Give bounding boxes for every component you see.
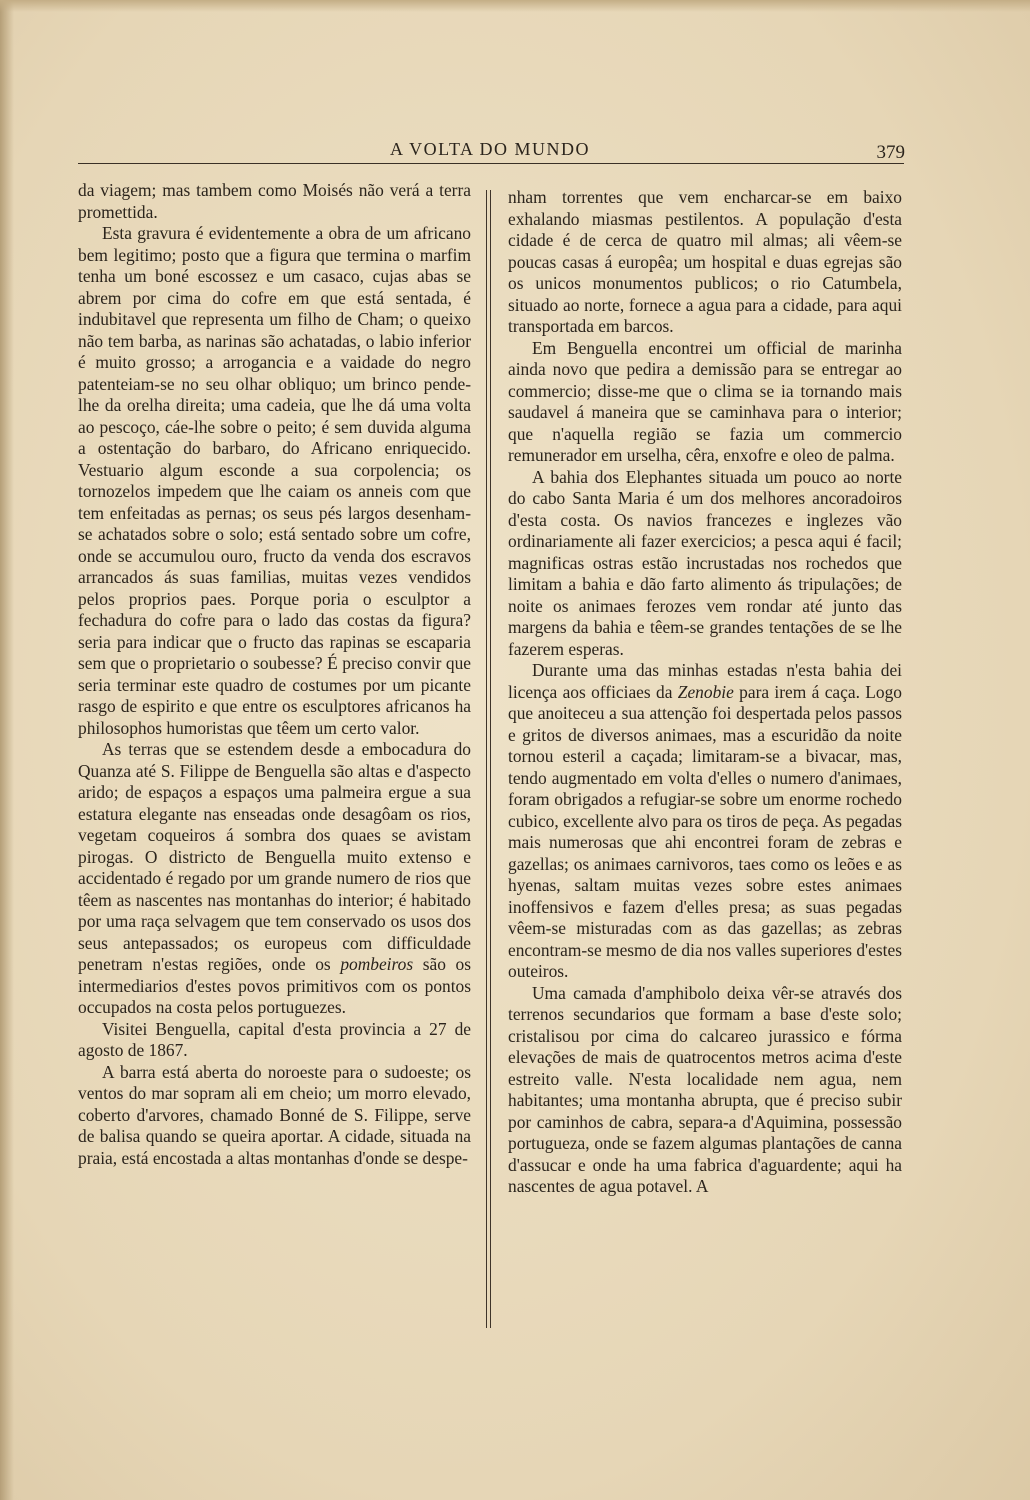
- paragraph: [508, 660, 902, 983]
- text-run: Durante uma das minhas estadas n'esta bahia dei licença aos officiaes da: [508, 660, 902, 702]
- left-column: [78, 180, 471, 1169]
- right-column: [508, 187, 902, 1198]
- page-edge-shadow: [0, 0, 14, 1500]
- paragraph: da viagem; mas tambem como Moisés não verá a terra promettida.: [78, 180, 471, 222]
- paragraph: Em Benguella encontrei um official de marinha ainda novo que pedira a demissão para se entregar ao commercio; disse-me que o clima se ia tornando mais saudavel á maneira que se caminhava para o interior; que n'aquella região se fazia um commercio remunerador em urselha, cêra, enxofre e oleo de palma.: [508, 337, 902, 465]
- italic-term: pombeiros: [340, 954, 414, 974]
- paragraph: [78, 739, 471, 1019]
- paragraph: Visitei Benguella, capital d'esta provincia a 27 de agosto de 1867.: [78, 1018, 471, 1060]
- paragraph: A barra está aberta do noroeste para o sudoeste; os ventos do mar sopram ali em cheio; um morro elevado, coberto d'arvores, chamado Bonné de S. Filippe, serve de balisa quando se queira aportar. A cidade, situada na praia, está encostada a altas montanhas d'onde se despe-: [78, 1061, 471, 1168]
- running-head: A VOLTA DO MUNDO: [389, 139, 591, 159]
- text-run: As terras que se estendem desde a embocadura do Quanza até S. Filippe de Benguella são altas e d'aspecto arido; de espaços a espaços uma palmeira ergue a sua estatura elegante nas enseadas onde desagôam os rios, vegetam coqueiros á sombra dos quaes se avistam pirogas. O districto de Benguella muito extenso e accidentado é regado por um grande numero de rios que têem as nascentes nas montanhas do interior; é habitado por uma raça selvagem que tem conservado os usos dos seus antepassados; os europeus com difficuldade penetram n'estas regiões, onde os: [78, 739, 471, 974]
- page-top-shadow: [0, 0, 1030, 12]
- paragraph: A bahia dos Elephantes situada um pouco ao norte do cabo Santa Maria é um dos melhores ancoradoiros d'esta costa. Os navios francezes e inglezes vão ordinariamente ali fazer exercicios; a pesca aqui é facil; magnificas ostras estão incrustadas nos rochedos que limitam a bahia e dão farto alimento ás tripulações; de noite os animaes ferozes vem rondar até junto das margens da bahia e têem-se grandes tentações de se lhe fazerem esperas.: [508, 466, 902, 659]
- paragraph: nham torrentes que vem encharcar-se em baixo exhalando miasmas pestilentos. A população d'esta cidade é de cerca de quatro mil almas; ali vêem-se poucas casas á europêa; um hospital e duas egrejas são os unicos monumentos publicos; o rio Catumbela, situado ao norte, fornece a agua para a cidade, para aqui transportada em barcos.: [508, 187, 902, 336]
- text-run: são os intermediarios d'estes povos primitivos com os pontos occupados na costa pelos portuguezes.: [78, 954, 471, 1017]
- header-rule: [78, 163, 904, 164]
- column-divider: [486, 190, 491, 1328]
- paragraph: Uma camada d'amphibolo deixa vêr-se através dos terrenos secundarios que formam a base d'este solo; cristalisou por cima do calcareo jurassico e fórma elevações de mais de quatrocentos metros acima d'este estreito valle. N'esta localidade nem agua, nem habitantes; uma montanha abrupta, que é preciso subir por caminhos de cabra, separa-a d'Aquimina, possessão portugueza, onde se fazem algumas plantações de canna d'assucar e onde ha uma fabrica d'aguardente; aqui ha nascentes de agua potavel. A: [508, 982, 902, 1196]
- italic-ship-name: Zenobie: [677, 681, 734, 702]
- text-run: para irem á caça. Logo que anoiteceu a sua attenção foi despertada pelos passos e gritos de diversos animaes, mas a escuridão da noite tornou esteril a caçada; limitaram-se a bivacar, mas, tendo augmentado em volta d'elles o numero d'animaes, foram obrigados a refugiar-se sobre um enorme rochedo cubico, excellente alvo para os tiros de peça. As pegadas mais numerosas que ahi encontrei foram de zebras e gazellas; os animaes carnivoros, taes como os leões e as hyenas, saltam muitas vezes sobre estes animaes inoffensivos e fazem d'elles presa; as suas pegadas vêem-se misturadas com as das gazellas; as zebras encontram-se mesmo de dia nos valles superiores d'estes outeiros.: [508, 681, 902, 981]
- page-number: 379: [876, 142, 905, 163]
- paragraph: Esta gravura é evidentemente a obra de um africano bem legitimo; posto que a figura que termina o marfim tenha um boné escossez e um casaco, cujas abas se abrem por cima do cofre em que está sentada, é indubitavel que representa um filho de Cham; o queixo não tem barba, as narinas são achatadas, o labio inferior é muito grosso; a arrogancia e a vaidade do negro patenteiam-se no seu olhar obliquo; um brinco pende-lhe da orelha direita; uma cadeia, que lhe dá uma volta ao pescoço, cáe-lhe sobre o peito; é sem duvida alguma a ostentação do barbaro, do Africano enriquecido. Vestuario algum esconde a sua corpolencia; os tornozelos impedem que lhe caiam os anneis com que tem enfeitadas as pernas; os seus pés largos desenham-se achatados sobre o solo; está sentado sobre um cofre, onde se accumulou ouro, fructo da venda dos escravos arrancados ás suas familias, muitas vezes vendidos pelos proprios paes. Porque poria o esculptor a fechadura do cofre para o lado das costas da figura? seria para indicar que o fructo das rapinas se escaparia sem que o proprietario o soubesse? É preciso convir que seria terminar este quadro de costumes por um picante rasgo de espirito e que entre os esculptores africanos ha philosophos humoristas que têem um certo valor.: [78, 223, 471, 738]
